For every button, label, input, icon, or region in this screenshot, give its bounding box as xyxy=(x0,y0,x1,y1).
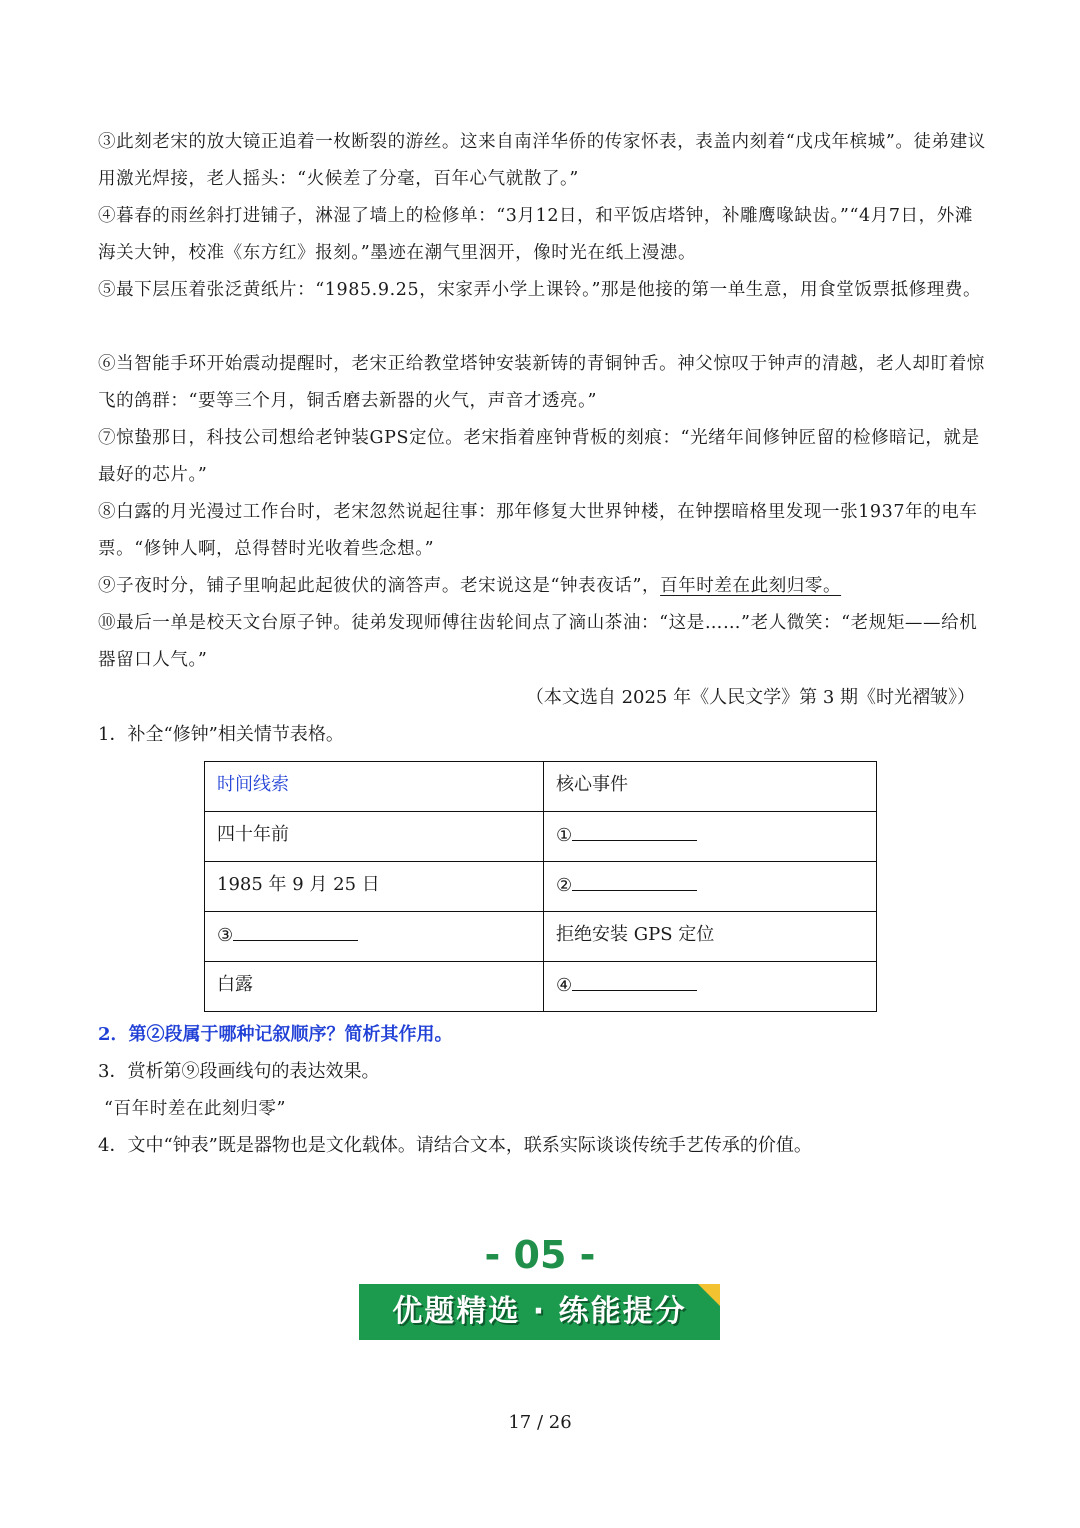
paragraph-4: ④暮春的雨丝斜打进铺子，淋湿了墙上的检修单：“3月12日，和平饭店塔钟，补雕鹰喙缺齿。”“4月7日，外滩海关大钟，校准《东方红》报刻。”墨迹在潮气里洇开，像时光在纸上漫漶。 xyxy=(98,206,973,263)
section-banner xyxy=(359,1284,720,1340)
answer-blank[interactable] xyxy=(572,870,697,891)
underlined-sentence: 百年时差在此刻归零。 xyxy=(660,576,842,596)
table-cell-blank[interactable]: ② xyxy=(544,862,877,912)
paragraph-6: ⑥当智能手环开始震动提醒时，老宋正给教堂塔钟安装新铸的青铜钟舌。神父惊叹于钟声的清越，老人却盯着惊飞的鸽群：“要等三个月，铜舌磨去新器的火气，声音才透亮。” xyxy=(98,354,985,411)
article-source: （本文选自 2025 年《人民文学》第 3 期《时光褶皱》） xyxy=(525,687,975,708)
paragraph-7: ⑦惊蛰那日，科技公司想给老钟装GPS定位。老宋指着座钟背板的刻痕：“光绪年间修钟匠留的检修暗记，就是最好的芯片。” xyxy=(98,428,980,485)
answer-blank[interactable] xyxy=(572,970,697,991)
table-header-row xyxy=(205,762,877,812)
question-2: 2．第②段属于哪种记叙顺序？简析其作用。 xyxy=(98,1024,453,1045)
plot-table xyxy=(204,761,877,1012)
question-3: 3．赏析第⑨段画线句的表达效果。 xyxy=(98,1061,380,1082)
table-cell-blank[interactable]: ④ xyxy=(544,962,877,1012)
table-header-time: 时间线索 xyxy=(205,762,544,812)
question-3-quote: “百年时差在此刻归零” xyxy=(104,1099,286,1119)
table-header-event: 核心事件 xyxy=(544,762,877,812)
paragraph-8: ⑧白露的月光漫过工作台时，老宋忽然说起往事：那年修复大世界钟楼，在钟摆暗格里发现一张1937年的电车票。“修钟人啊，总得替时光收着些念想。” xyxy=(98,502,978,559)
table-cell-blank[interactable]: ③ xyxy=(205,912,544,962)
paragraph-3: ③此刻老宋的放大镜正追着一枚断裂的游丝。这来自南洋华侨的传家怀表，表盖内刻着“戊戌年槟城”。徒弟建议用激光焊接，老人摇头：“火候差了分毫，百年心气就散了。” xyxy=(98,132,986,189)
paragraph-9-text: ⑨子夜时分，铺子里响起此起彼伏的滴答声。老宋说这是“钟表夜话”， xyxy=(98,576,661,596)
table-row xyxy=(205,812,877,862)
paragraph-10: ⑩最后一单是校天文台原子钟。徒弟发现师傅往齿轮间点了滴山茶油：“这是……”老人微笑：“老规矩——给机器留口人气。” xyxy=(98,613,978,670)
page-number: 17 / 26 xyxy=(508,1412,572,1433)
section-banner-title: 优题精选 · 练能提分 xyxy=(392,1294,687,1329)
table-cell-blank[interactable]: ① xyxy=(544,812,877,862)
table-row xyxy=(205,862,877,912)
table-cell: 拒绝安装 GPS 定位 xyxy=(544,912,877,962)
question-1: 1．补全“修钟”相关情节表格。 xyxy=(98,724,344,745)
table-cell: 1985 年 9 月 25 日 xyxy=(205,862,544,912)
table-row xyxy=(205,912,877,962)
section-number: - 05 - xyxy=(484,1233,596,1277)
table-cell: 白露 xyxy=(205,962,544,1012)
paragraph-5: ⑤最下层压着张泛黄纸片：“1985.9.25，宋家弄小学上课铃。”那是他接的第一单生意，用食堂饭票抵修理费。 xyxy=(98,280,982,300)
answer-blank[interactable] xyxy=(233,920,358,941)
paragraph-9 xyxy=(98,568,988,605)
question-4: 4．文中“钟表”既是器物也是文化载体。请结合文本，联系实际谈谈传统手艺传承的价值。 xyxy=(98,1135,812,1156)
answer-blank[interactable] xyxy=(572,820,697,841)
table-row xyxy=(205,962,877,1012)
table-cell: 四十年前 xyxy=(205,812,544,862)
